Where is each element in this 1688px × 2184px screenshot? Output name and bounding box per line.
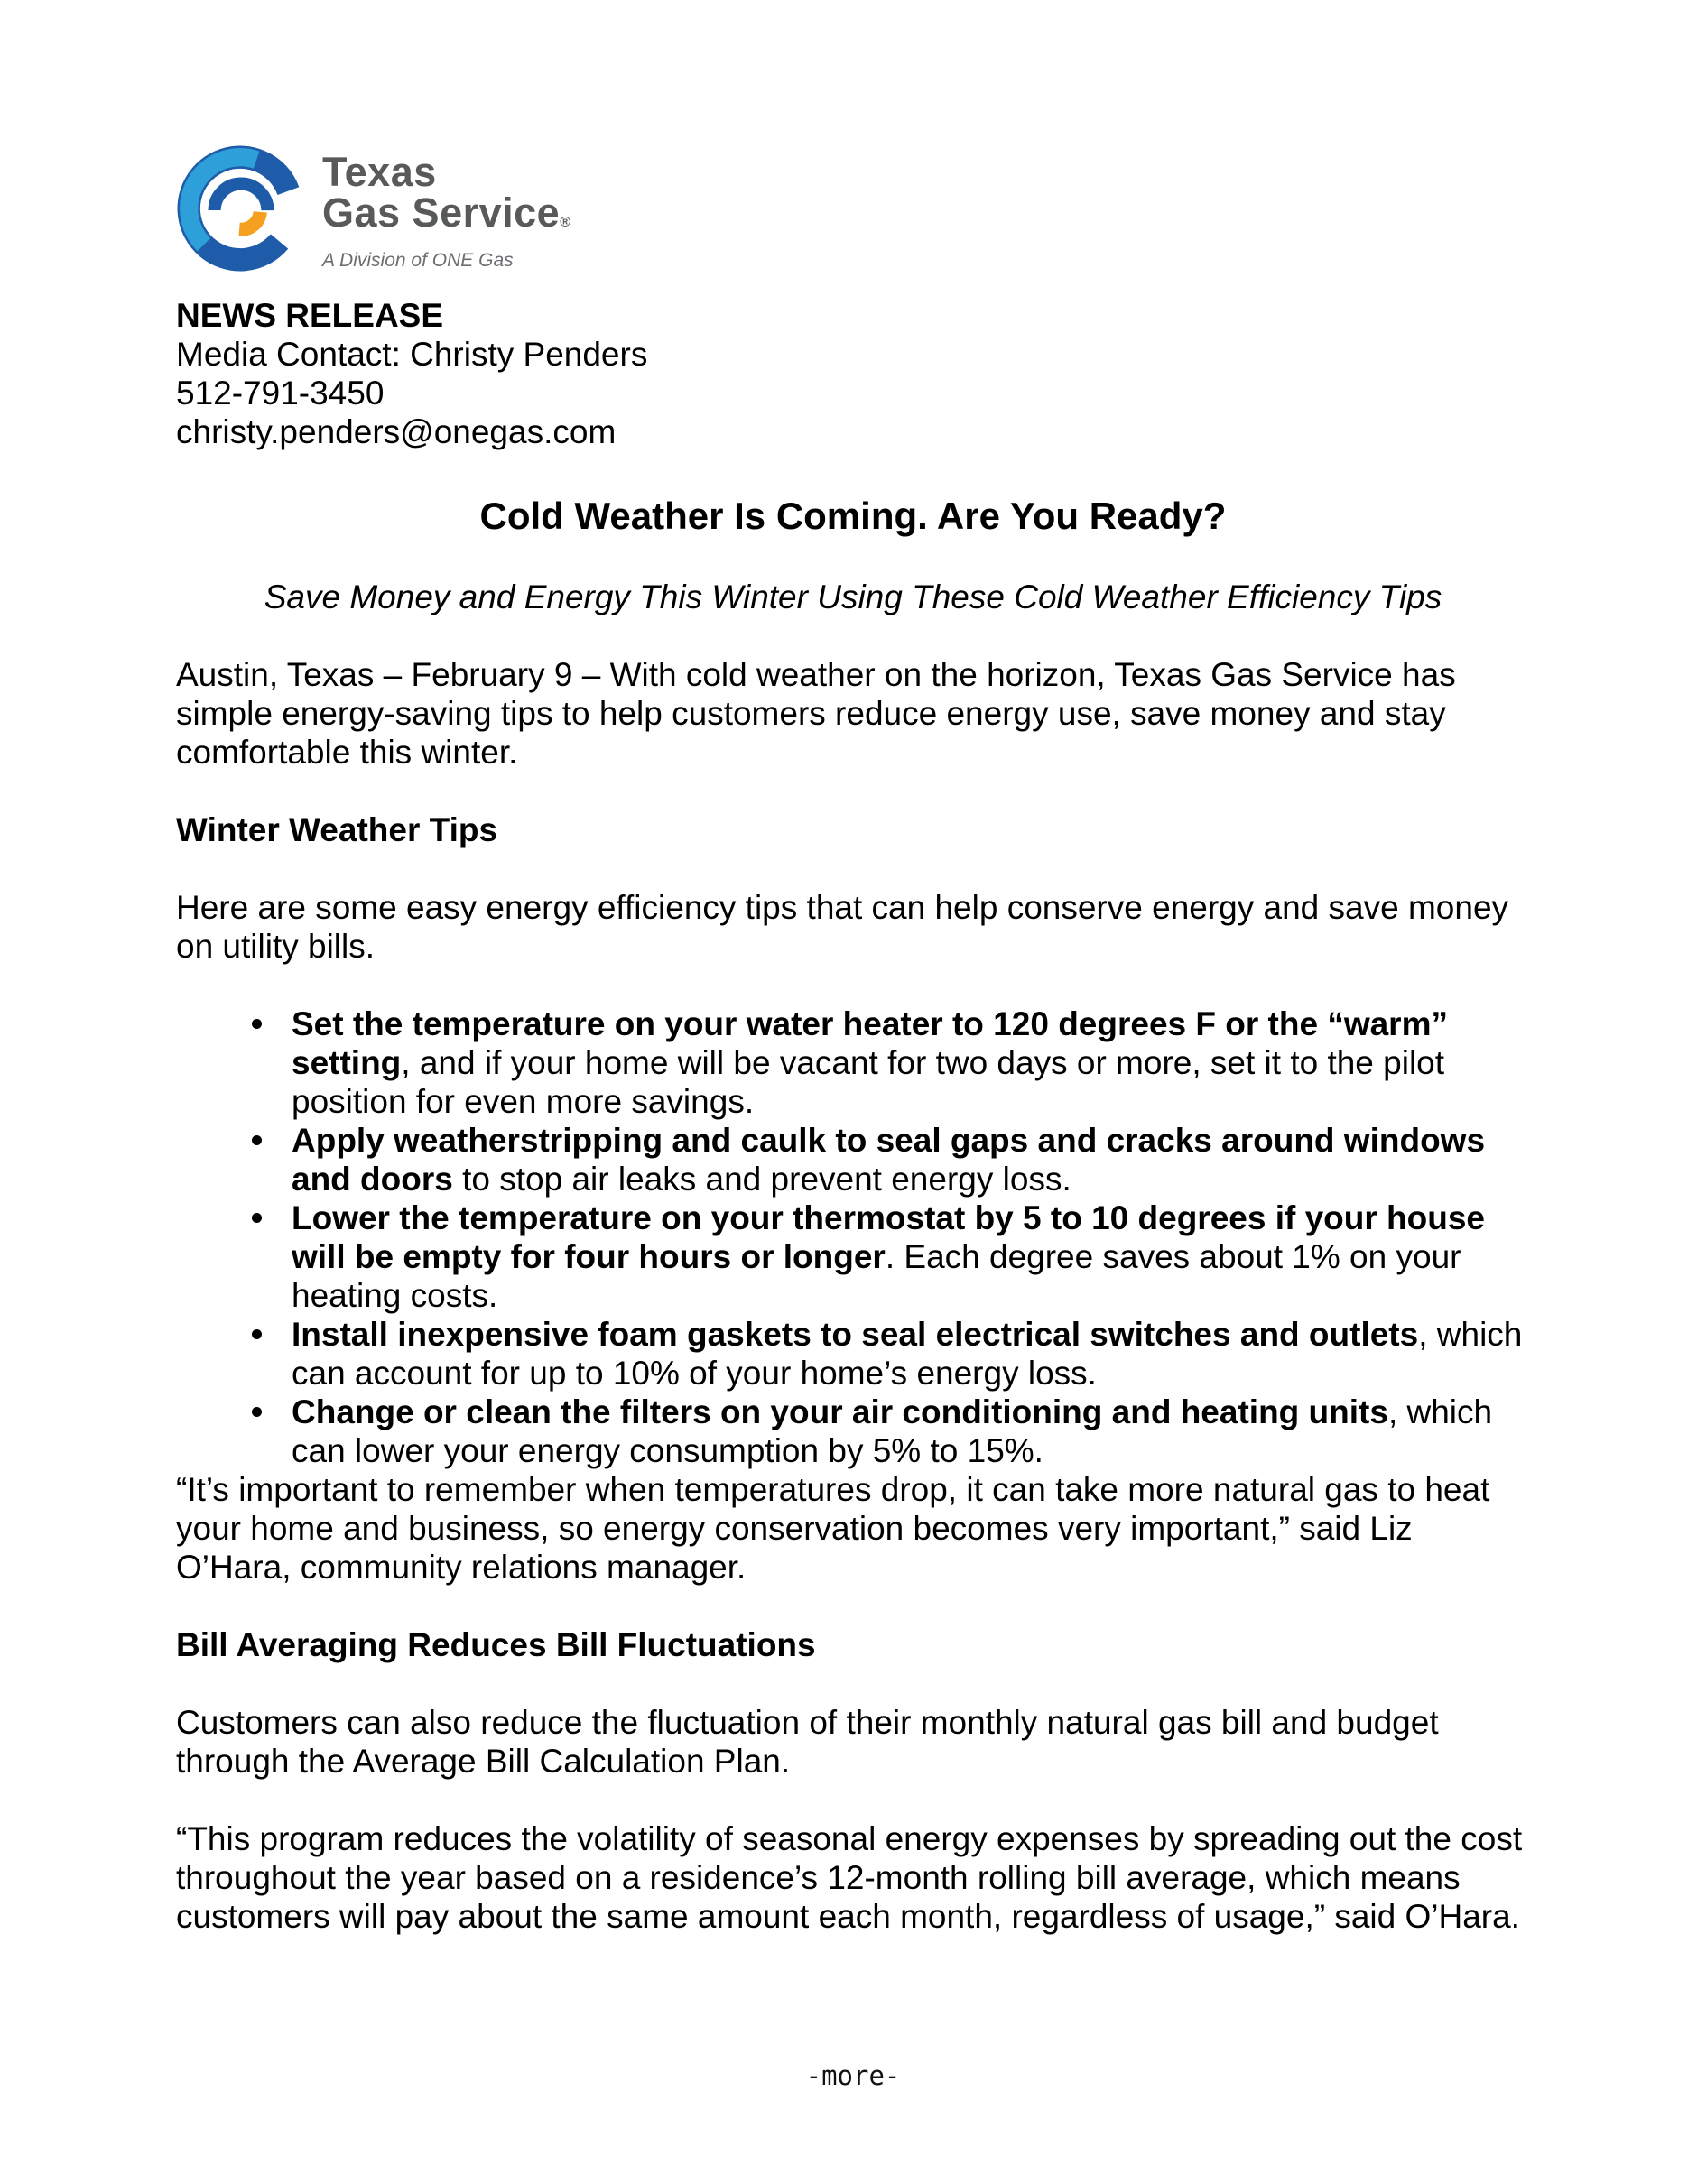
section-heading-bill-averaging: Bill Averaging Reduces Bill Fluctuations xyxy=(176,1626,816,1663)
contact-email: christy.penders@onegas.com xyxy=(176,413,617,450)
logo-line1: Texas xyxy=(322,149,437,195)
page-title: Cold Weather Is Coming. Are You Ready? xyxy=(479,495,1227,537)
tip-rest: , which can account for up to 10% of your home’s energy loss. xyxy=(292,1316,1523,1392)
bullet-icon xyxy=(252,1329,262,1339)
registered-mark: ® xyxy=(560,215,571,230)
logo-tagline: A Division of ONE Gas xyxy=(322,250,514,271)
news-release-label: NEWS RELEASE xyxy=(176,297,444,334)
texas-gas-service-logo-icon xyxy=(176,144,304,273)
quote-paragraph: “It’s important to remember when temperatures drop, it can take more natural gas to heat your home and business, so energy conservation becomes very important,” said Liz O’Hara, community relations manager. xyxy=(176,1471,1490,1586)
list-item xyxy=(292,1121,1530,1198)
list-item xyxy=(292,1315,1530,1393)
tips-list xyxy=(176,1004,1530,1470)
contact-phone: 512-791-3450 xyxy=(176,375,385,412)
tip-rest: , and if your home will be vacant for two days or more, set it to the pilot position for even more savings. xyxy=(292,1044,1445,1120)
list-item xyxy=(292,1004,1530,1121)
quote-paragraph-2: “This program reduces the volatility of seasonal energy expenses by spreading out the cost throughout the year based on a residence’s 12-month rolling bill average, which means customers will pay about the same amount each month, regardless of usage,” said O’Hara. xyxy=(176,1820,1523,1935)
tip-bold: Apply weatherstripping and caulk to seal gaps and cracks around windows and doors xyxy=(292,1122,1486,1198)
section-heading-winter-tips: Winter Weather Tips xyxy=(176,811,498,848)
bullet-icon xyxy=(252,1213,262,1223)
section2-lead: Customers can also reduce the fluctuation of their monthly natural gas bill and budget through the Average Bill Calculation Plan. xyxy=(176,1704,1439,1780)
logo-line2-text: Gas Service xyxy=(322,190,561,236)
tip-bold: Set the temperature on your water heater to 120 degrees F or the “warm” setting xyxy=(292,1005,1448,1081)
media-contact: Media Contact: Christy Penders xyxy=(176,336,648,373)
bullet-icon xyxy=(252,1135,262,1145)
company-logo xyxy=(176,144,1530,273)
bullet-icon xyxy=(252,1019,262,1029)
logo-wordmark xyxy=(322,144,571,273)
list-item xyxy=(292,1198,1530,1315)
tip-bold: Change or clean the filters on your air conditioning and heating units xyxy=(292,1393,1388,1430)
more-footer: -more- xyxy=(805,2060,901,2091)
page-subtitle: Save Money and Energy This Winter Using These Cold Weather Efficiency Tips xyxy=(264,578,1442,615)
tip-rest: , which can lower your energy consumption by 5% to 15%. xyxy=(292,1393,1493,1469)
tip-rest: . Each degree saves about 1% on your heating costs. xyxy=(292,1238,1461,1314)
tip-bold: Install inexpensive foam gaskets to seal electrical switches and outlets xyxy=(292,1316,1419,1353)
bullet-icon xyxy=(252,1407,262,1417)
release-header xyxy=(176,296,1530,451)
section1-lead: Here are some easy energy efficiency tips that can help conserve energy and save money on utility bills. xyxy=(176,889,1509,965)
logo-line2 xyxy=(322,192,571,243)
tip-rest: to stop air leaks and prevent energy loss. xyxy=(452,1161,1071,1198)
tip-bold: Lower the temperature on your thermostat by 5 to 10 degrees if your house will be empty for four hours or longer xyxy=(292,1199,1486,1275)
intro-paragraph: Austin, Texas – February 9 – With cold weather on the horizon, Texas Gas Service has simple energy-saving tips to help customers reduce energy use, save money and stay comfortable this winter. xyxy=(176,656,1456,771)
list-item xyxy=(292,1393,1530,1470)
